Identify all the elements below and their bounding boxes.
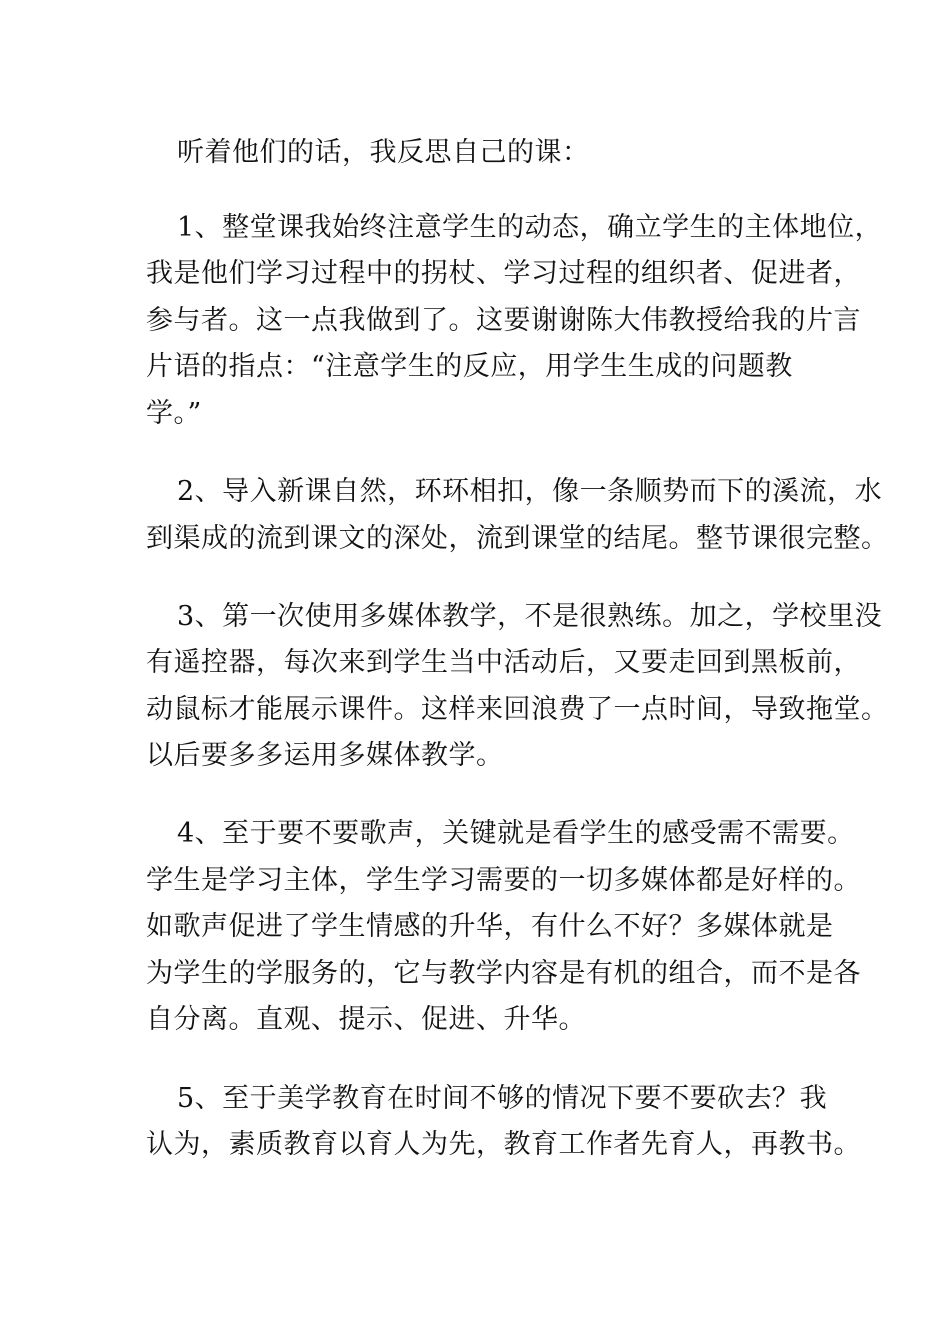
paragraph-line: 听着他们的话，我反思自己的课： bbox=[177, 137, 590, 168]
paragraph-line: 动鼠标才能展示课件。这样来回浪费了一点时间，导致拖堂。 bbox=[146, 694, 889, 725]
paragraph-line: 1、整堂课我始终注意学生的动态，确立学生的主体地位， bbox=[177, 212, 883, 243]
paragraph-line: 学生是学习主体，学生学习需要的一切多媒体都是好样的。 bbox=[146, 865, 861, 896]
paragraph-line: 片语的指点：“注意学生的反应，用学生生成的问题教 bbox=[146, 351, 793, 382]
paragraph-line: 4、至于要不要歌声，关键就是看学生的感受需不需要。 bbox=[177, 818, 855, 849]
paragraph-line: 如歌声促进了学生情感的升华，有什么不好？多媒体就是 bbox=[146, 911, 834, 942]
paragraph-line: 我是他们学习过程中的拐杖、学习过程的组织者、促进者， bbox=[146, 258, 861, 289]
paragraph-line: 学。” bbox=[146, 398, 202, 429]
paragraph-line: 参与者。这一点我做到了。这要谢谢陈大伟教授给我的片言 bbox=[146, 305, 861, 336]
paragraph-line: 5、至于美学教育在时间不够的情况下要不要砍去？我 bbox=[177, 1083, 828, 1114]
paragraph-line: 认为，素质教育以育人为先，教育工作者先育人，再教书。 bbox=[146, 1129, 861, 1160]
paragraph-line: 为学生的学服务的，它与教学内容是有机的组合，而不是各 bbox=[146, 958, 861, 989]
paragraph-line: 自分离。直观、提示、促进、升华。 bbox=[146, 1004, 586, 1035]
paragraph-line: 2、导入新课自然，环环相扣，像一条顺势而下的溪流，水 bbox=[177, 476, 883, 507]
paragraph-line: 有遥控器，每次来到学生当中活动后，又要走回到黑板前， bbox=[146, 647, 861, 678]
paragraph-line: 以后要多多运用多媒体教学。 bbox=[146, 740, 504, 771]
paragraph-line: 3、第一次使用多媒体教学，不是很熟练。加之，学校里没 bbox=[177, 601, 883, 632]
paragraph-line: 到渠成的流到课文的深处，流到课堂的结尾。整节课很完整。 bbox=[146, 523, 889, 554]
